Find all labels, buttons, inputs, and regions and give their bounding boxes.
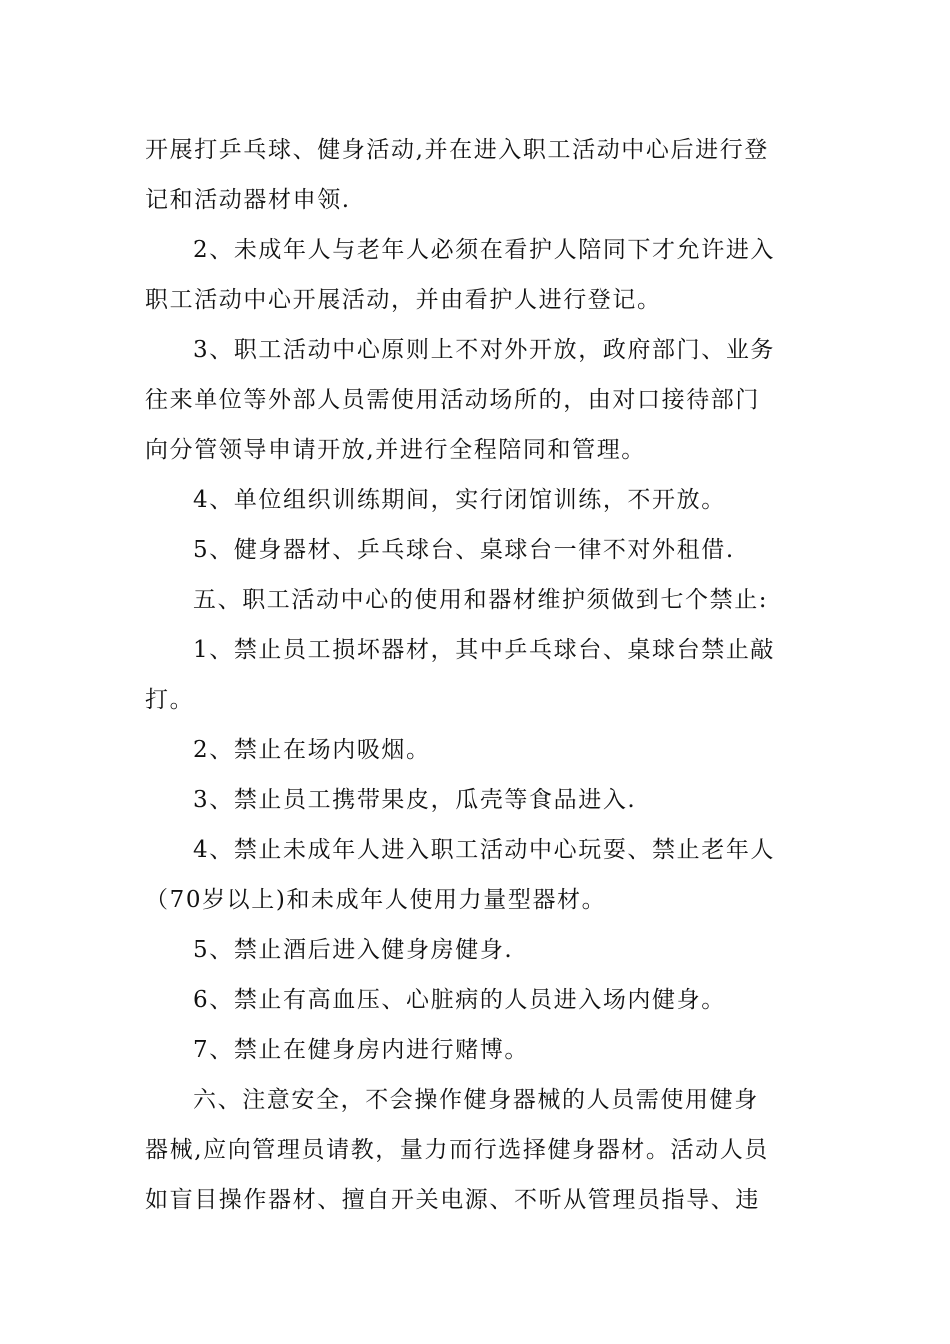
text-line: 7、禁止在健身房内进行赌博。 <box>193 1037 530 1063</box>
text-line: 3、职工活动中心原则上不对外开放，政府部门、业务 <box>193 337 776 363</box>
text-line: 向分管领导申请开放,并进行全程陪同和管理。 <box>145 437 646 463</box>
text-line: 器械,应向管理员请教，量力而行选择健身器材。活动人员 <box>145 1137 769 1163</box>
text-line: 职工活动中心开展活动，并由看护人进行登记。 <box>145 287 662 313</box>
text-line: 往来单位等外部人员需使用活动场所的，由对口接待部门 <box>145 387 760 413</box>
text-line: 5、禁止酒后进入健身房健身. <box>193 937 514 963</box>
text-line: 如盲目操作器材、擅自开关电源、不听从管理员指导、违 <box>145 1187 760 1213</box>
text-line: 3、禁止员工携带果皮，瓜壳等食品进入. <box>193 787 637 813</box>
text-line: 六、注意安全，不会操作健身器械的人员需使用健身 <box>193 1087 759 1113</box>
text-line: 4、单位组织训练期间，实行闭馆训练，不开放。 <box>193 487 726 513</box>
text-line: （70岁以上)和未成年人使用力量型器材。 <box>145 887 607 913</box>
text-line: 打。 <box>145 687 195 713</box>
text-line: 记和活动器材申领. <box>145 187 351 213</box>
text-line: 2、未成年人与老年人必须在看护人陪同下才允许进入 <box>193 237 776 263</box>
text-line: 开展打乒乓球、健身活动,并在进入职工活动中心后进行登 <box>145 137 769 163</box>
text-line: 5、健身器材、乒乓球台、桌球台一律不对外租借. <box>193 537 735 563</box>
text-line: 五、职工活动中心的使用和器材维护须做到七个禁止: <box>193 587 769 613</box>
text-line: 2、禁止在场内吸烟。 <box>193 737 431 763</box>
text-line: 1、禁止员工损坏器材，其中乒乓球台、桌球台禁止敲 <box>193 637 776 663</box>
text-line: 6、禁止有高血压、心脏病的人员进入场内健身。 <box>193 987 726 1013</box>
text-line: 4、禁止未成年人进入职工活动中心玩耍、禁止老年人 <box>193 837 776 863</box>
